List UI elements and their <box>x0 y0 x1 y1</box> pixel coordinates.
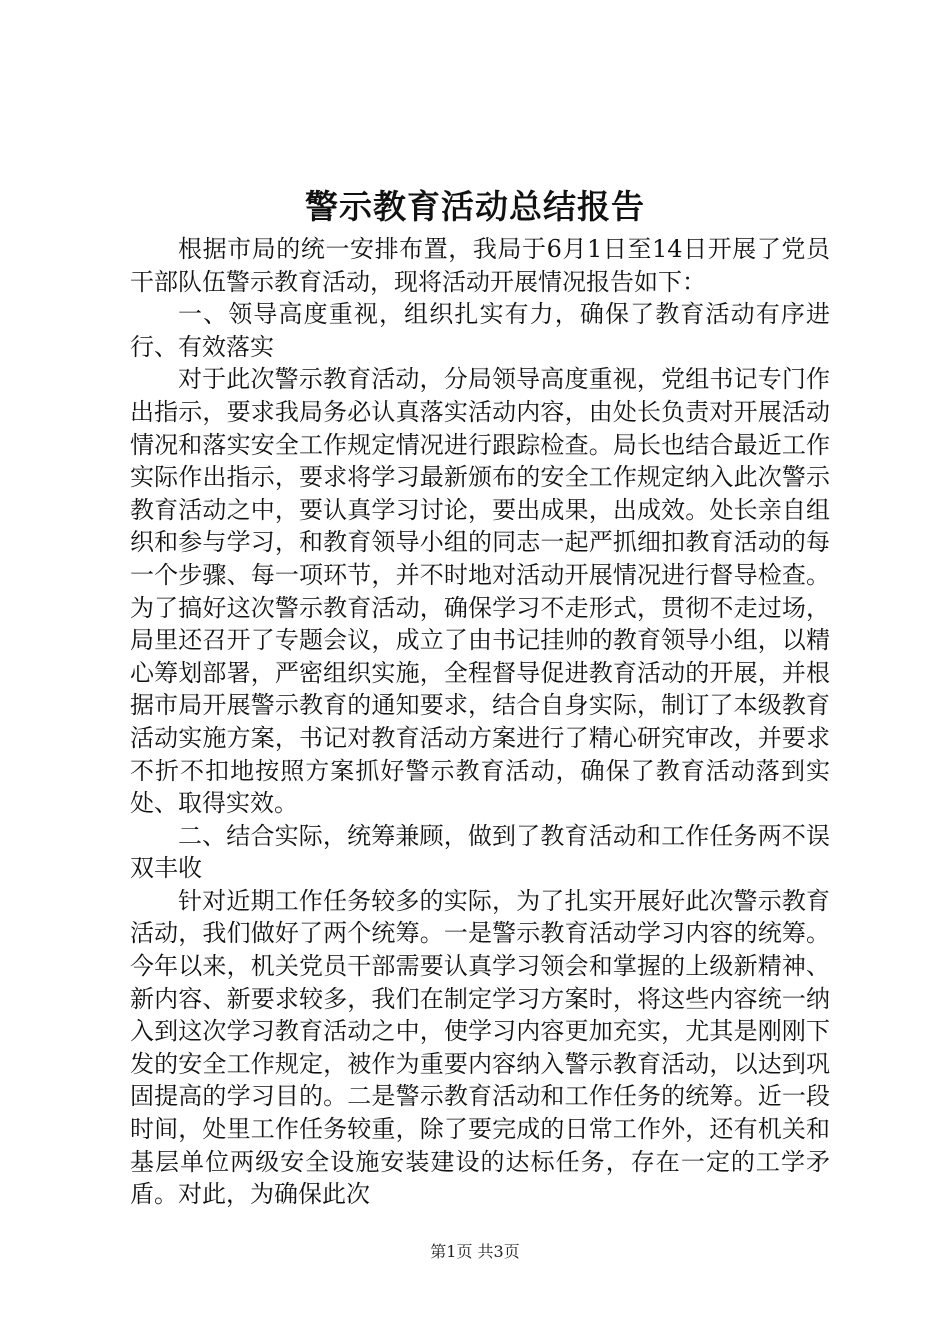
paragraph-section-2: 针对近期工作任务较多的实际，为了扎实开展好此次警示教育活动，我们做好了两个统筹。一是警示教育活动学习内容的统筹。今年以来，机关党员干部需要认真学习领会和掌握的上级新精神、新内容、新要求较多，我们在制定学习方案时，将这些内容统一纳入到这次学习教育活动之中，使学习内容更加充实，尤其是刚刚下发的安全工作规定，被作为重要内容纳入警示教育活动，以达到巩固提高的学习目的。二是警示教育活动和工作任务的统筹。近一段时间，处里工作任务较重，除了要完成的日常工作外，还有机关和基层单位两级安全设施安装建设的达标任务，存在一定的工学矛盾。对此，为确保此次 <box>130 886 830 1209</box>
section-heading-1: 一、领导高度重视，组织扎实有力，确保了教育活动有序进行、有效落实 <box>130 300 830 361</box>
section-heading-2: 二、结合实际，统筹兼顾，做到了教育活动和工作任务两不误双丰收 <box>130 821 830 883</box>
paragraph-section-1: 对于此次警示教育活动，分局领导高度重视，党组书记专门作出指示，要求我局务必认真落实活动内容，由处长负责对开展活动情况和落实安全工作规定情况进行跟踪检查。局长也结合最近工作实际作出指示，要求将学习最新颁布的安全工作规定纳入此次警示教育活动之中，要认真学习讨论，要出成果，出成效。处长亲自组织和参与学习，和教育领导小组的同志一起严抓细扣教育活动的每一个步骤、每一项环节，并不时地对活动开展情况进行督导检查。为了搞好这次警示教育活动，确保学习不走形式，贯彻不走过场，局里还召开了专题会议，成立了由书记挂帅的教育领导小组，以精心筹划部署，严密组织实施，全程督导促进教育活动的开展，并根据市局开展警示教育的通知要求，结合自身实际，制订了本级教育活动实施方案，书记对教育活动方案进行了精心研究审改，并要求不折不扣地按照方案抓好警示教育活动，确保了教育活动落到实处、取得实效。 <box>130 365 830 818</box>
page-footer: 第1页 共3页 <box>430 1242 520 1261</box>
paragraph-intro: 根据市局的统一安排布置，我局于6月1日至14日开展了党员干部队伍警示教育活动，现将活动开展情况报告如下： <box>130 235 830 296</box>
document-title: 警示教育活动总结报告 <box>305 187 645 226</box>
document-body <box>130 233 830 1211</box>
